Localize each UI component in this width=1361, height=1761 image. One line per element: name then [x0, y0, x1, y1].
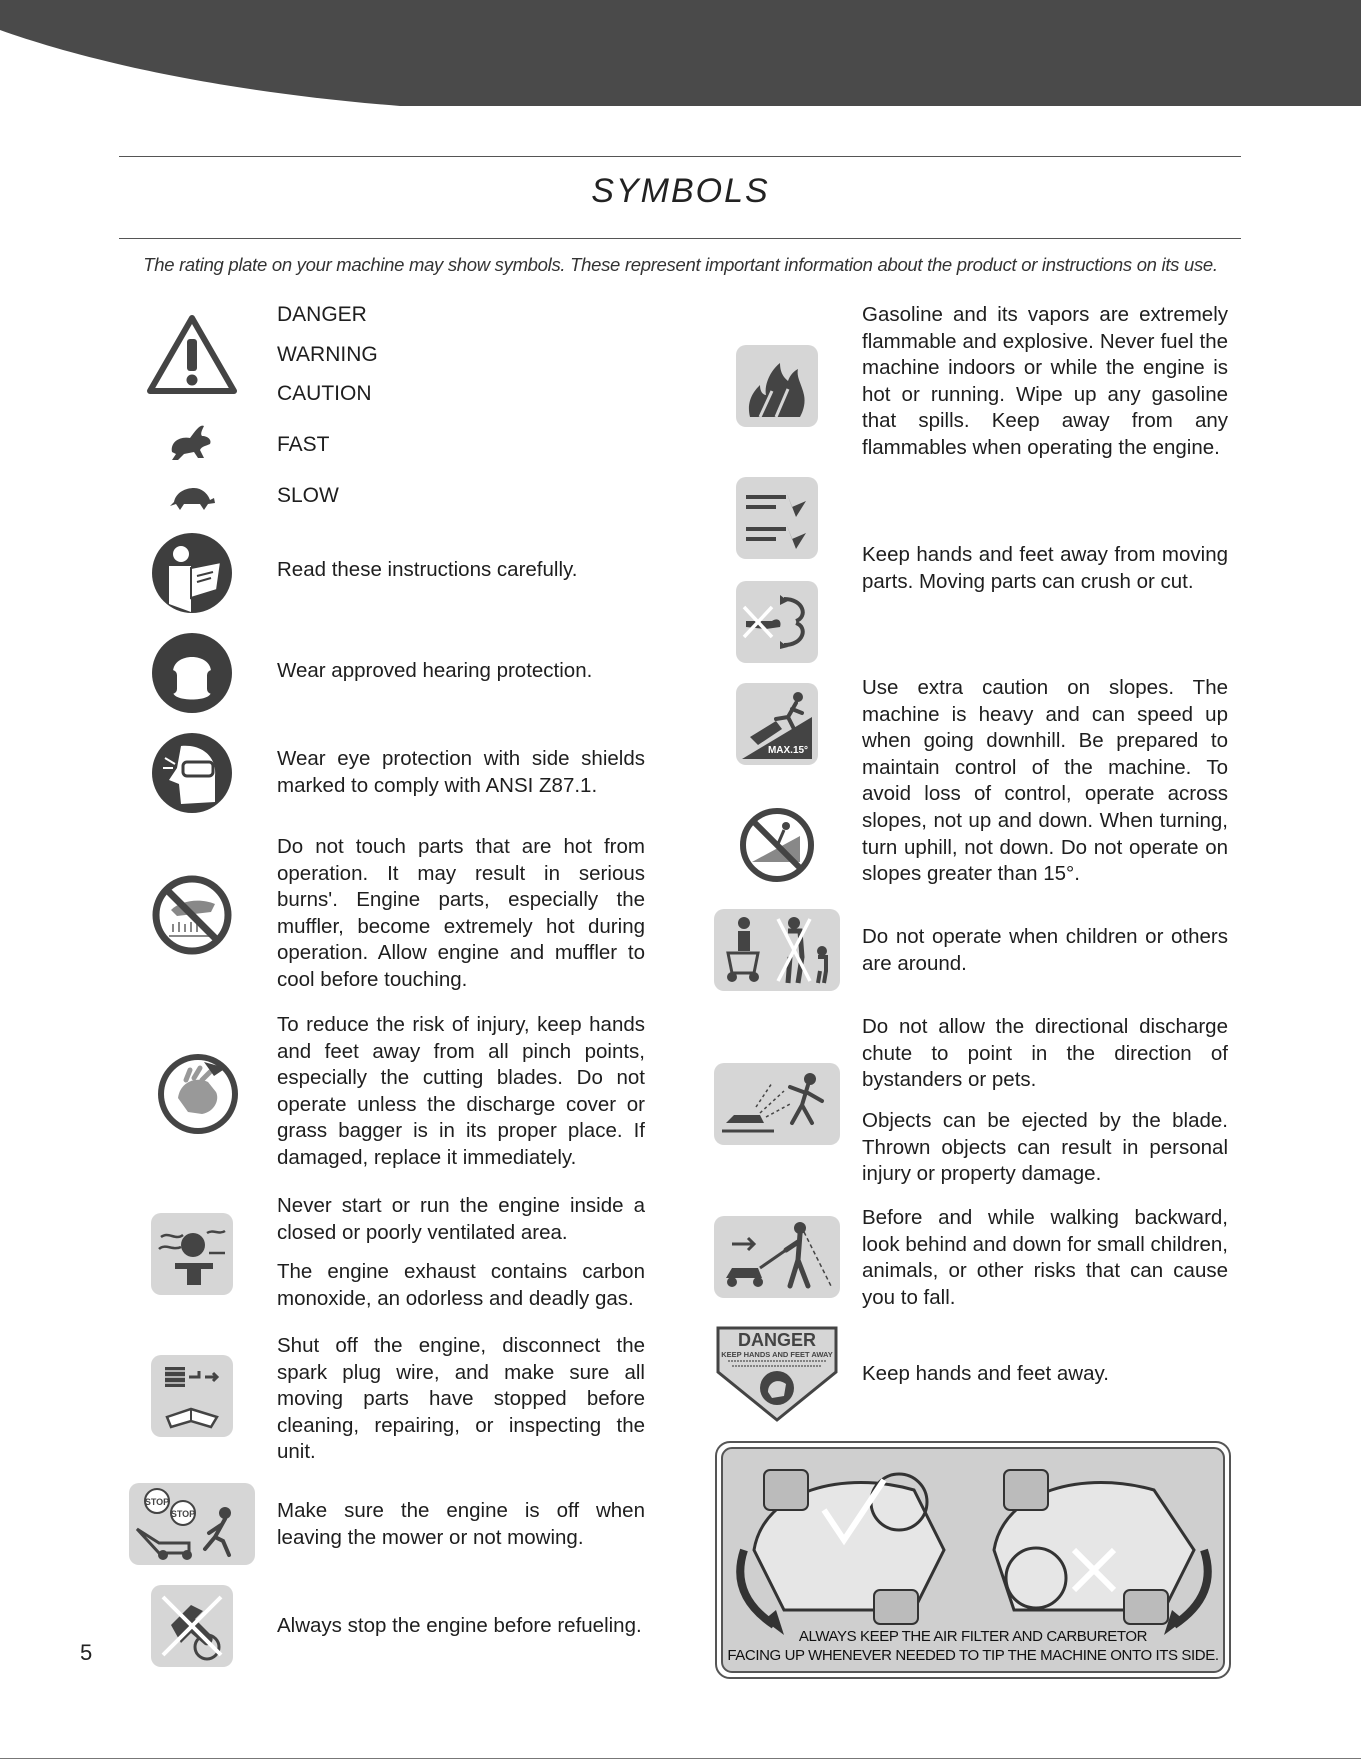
text-discharge: Do not allow the directional discharge chute to point in the direction of bystanders or pets.	[862, 1015, 1228, 1092]
text-engine-off: Make sure the engine is off when leaving the mower or not mowing.	[277, 1499, 645, 1549]
walking-backward-icon	[714, 1216, 840, 1298]
rabbit-fast-icon	[166, 422, 216, 462]
text-slopes: Use extra caution on slopes. The machine is heavy and can speed up when going downhill. Be prepared to maintain control of the machine. To avoid loss of control, operate across slopes, not up and down. When turning, turn uphill, not down. Do not operate on slopes greater than 15°.	[862, 676, 1228, 886]
turtle-slow-icon	[168, 484, 216, 512]
read-manual-icon	[151, 532, 233, 614]
engine-off-stop-icon	[129, 1483, 255, 1565]
decal-line-2: FACING UP WHENEVER NEEDED TO TIP THE MACHINE ONTO ITS SIDE.	[727, 1647, 1219, 1664]
text-shut-off: Shut off the engine, disconnect the spark plug wire, and make sure all moving parts have stopped before cleaning, repairing, or inspecting the unit.	[277, 1334, 645, 1464]
warning-triangle-icon	[146, 313, 238, 395]
stop-sign-text-2: STOP	[170, 1509, 196, 1519]
rotating-blade-icon	[736, 581, 818, 663]
text-gasoline: Gasoline and its vapors are extremely flammable and explosive. Never fuel the machine indoors or while the engine is hot or running. Wipe up any gasoline that spills. Keep away from any flammables when operating the engine.	[862, 303, 1228, 459]
slope-max-15-icon	[736, 683, 818, 765]
text-backward: Before and while walking backward, look behind and down for small children, animals, or other risks that can cause you to fall.	[862, 1206, 1228, 1309]
text-ventilation: Never start or run the engine inside a closed or poorly ventilated area.	[277, 1194, 645, 1244]
hand-pinch-point-icon	[156, 1052, 240, 1136]
danger-keep-away-label-icon	[714, 1324, 840, 1424]
fire-flammable-icon	[736, 345, 818, 427]
text-hot-parts: Do not touch parts that are hot from operation. It may result in serious burns'. Engine parts, especially the muffler, become extremely hot during operation. Allow engine and muffler to cool before touching.	[277, 835, 645, 991]
label-warning: WARNING	[277, 343, 378, 366]
title-rule	[119, 238, 1241, 239]
page-number: 5	[80, 1640, 93, 1665]
no-refuel-running-icon	[151, 1585, 233, 1667]
text-keep-away: Keep hands and feet away.	[862, 1362, 1109, 1385]
slope-badge-text: MAX.15°	[767, 745, 809, 756]
eye-protection-icon	[151, 732, 233, 814]
no-children-bystanders-icon	[714, 909, 840, 991]
hearing-protection-icon	[151, 632, 233, 714]
top-rule	[119, 156, 1241, 157]
intro-text: The rating plate on your machine may show symbols. These represent important information about the product or instructions on its use.	[143, 254, 1218, 275]
thrown-objects-icon	[714, 1063, 840, 1145]
exhaust-fumes-icon	[151, 1213, 233, 1295]
text-pinch: To reduce the risk of injury, keep hands and feet away from all pinch points, especially the cutting blades. Do not operate unless the discharge cover or grass bagger is in its proper place. If damaged, replace it immediately.	[277, 1013, 645, 1169]
page-title: SYMBOLS	[591, 172, 770, 210]
no-steep-slope-icon	[738, 806, 816, 884]
danger-label-title: DANGER	[737, 1330, 817, 1350]
label-fast: FAST	[277, 433, 330, 456]
crush-hazard-icon	[736, 477, 818, 559]
text-hearing: Wear approved hearing protection.	[277, 659, 593, 682]
text-exhaust: The engine exhaust contains carbon monoxide, an odorless and deadly gas.	[277, 1260, 645, 1310]
text-refuel: Always stop the engine before refueling.	[277, 1614, 642, 1637]
danger-label-subtitle: KEEP HANDS AND FEET AWAY	[721, 1350, 833, 1359]
bottom-rule	[0, 1758, 1361, 1759]
text-children: Do not operate when children or others are around.	[862, 925, 1228, 975]
decal-line-1: ALWAYS KEEP THE AIR FILTER AND CARBURETOR	[798, 1628, 1148, 1645]
text-thrown-objects: Objects can be ejected by the blade. Thrown objects can result in personal injury or property damage.	[862, 1109, 1228, 1186]
label-slow: SLOW	[277, 484, 339, 507]
text-eye-protection: Wear eye protection with side shields marked to comply with ANSI Z87.1.	[277, 747, 645, 797]
label-danger: DANGER	[277, 303, 367, 326]
text-read-instructions: Read these instructions carefully.	[277, 558, 578, 581]
hot-surface-prohibited-icon	[151, 874, 233, 956]
label-caution: CAUTION	[277, 382, 372, 405]
stop-sign-text-1: STOP	[144, 1497, 170, 1507]
header-band	[0, 0, 1361, 106]
spark-plug-manual-icon	[151, 1355, 233, 1437]
text-moving-parts: Keep hands and feet away from moving parts. Moving parts can crush or cut.	[862, 543, 1228, 593]
